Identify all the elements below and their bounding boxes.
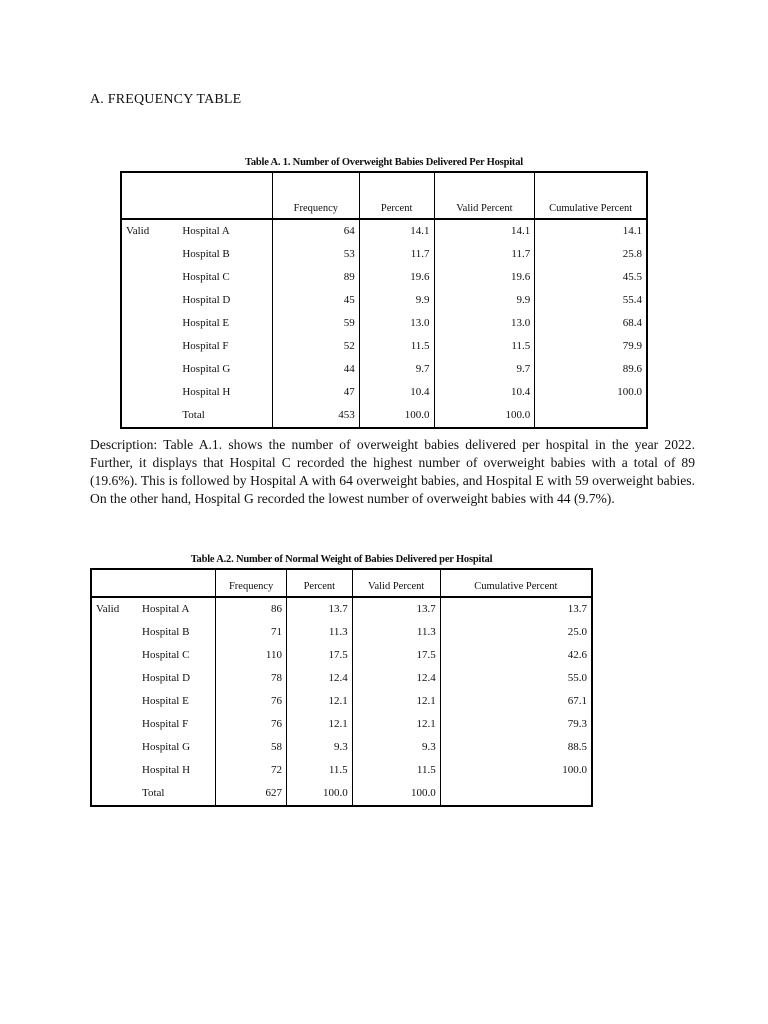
percent-cell: 9.3 bbox=[286, 736, 352, 759]
valid-percent-cell: 12.1 bbox=[352, 690, 440, 713]
valid-percent-cell: 9.7 bbox=[434, 358, 535, 381]
table1-header-blank-2 bbox=[178, 172, 272, 219]
cumulative-percent-cell: 68.4 bbox=[535, 312, 647, 335]
cumulative-percent-cell: 100.0 bbox=[535, 381, 647, 404]
frequency-cell: 44 bbox=[272, 358, 359, 381]
frequency-cell: 71 bbox=[216, 621, 287, 644]
cumulative-percent-cell: 88.5 bbox=[440, 736, 592, 759]
valid-percent-cell: 10.4 bbox=[434, 381, 535, 404]
cumulative-percent-cell: 45.5 bbox=[535, 266, 647, 289]
frequency-cell: 76 bbox=[216, 690, 287, 713]
cumulative-percent-cell: 25.0 bbox=[440, 621, 592, 644]
percent-cell: 17.5 bbox=[286, 644, 352, 667]
table-row bbox=[91, 736, 592, 759]
cumulative-percent-cell: 14.1 bbox=[535, 219, 647, 243]
total-label: Total bbox=[142, 787, 165, 799]
row-label: Hospital B bbox=[142, 626, 190, 638]
percent-cell: 10.4 bbox=[359, 381, 434, 404]
percent-cell: 13.7 bbox=[286, 597, 352, 621]
percent-cell: 12.4 bbox=[286, 667, 352, 690]
table2-header-frequency: Frequency bbox=[216, 569, 287, 597]
table2-normal-weight bbox=[90, 568, 593, 807]
row-label: Hospital G bbox=[182, 363, 231, 375]
cumulative-percent-cell: 55.4 bbox=[535, 289, 647, 312]
table-row bbox=[91, 644, 592, 667]
valid-percent-cell: 11.5 bbox=[352, 759, 440, 782]
percent-cell: 9.9 bbox=[359, 289, 434, 312]
table2-group-label: Valid bbox=[96, 603, 120, 615]
frequency-cell: 86 bbox=[216, 597, 287, 621]
total-valid-percent: 100.0 bbox=[434, 404, 535, 428]
frequency-cell: 59 bbox=[272, 312, 359, 335]
section-title: A. FREQUENCY TABLE bbox=[90, 92, 242, 107]
valid-percent-cell: 9.9 bbox=[434, 289, 535, 312]
frequency-cell: 76 bbox=[216, 713, 287, 736]
valid-percent-cell: 9.3 bbox=[352, 736, 440, 759]
row-label: Hospital A bbox=[182, 225, 230, 237]
table1-total-row bbox=[121, 404, 647, 428]
table-row bbox=[121, 266, 647, 289]
table1-header-cumulative-percent: Cumulative Percent bbox=[535, 172, 647, 219]
table-row bbox=[121, 243, 647, 266]
row-label: Hospital G bbox=[142, 741, 191, 753]
row-label: Hospital E bbox=[142, 695, 189, 707]
table1-overweight bbox=[120, 171, 648, 429]
table1-caption: Table A. 1. Number of Overweight Babies Delivered Per Hospital bbox=[245, 157, 523, 168]
frequency-cell: 89 bbox=[272, 266, 359, 289]
description-paragraph: Description: Table A.1. shows the number of overweight babies delivered per hospital in the year 2022. Further, it displays that Hospital C recorded the highest number of overweight babies with a total of 89 (19.6%). This is followed by Hospital A with 64 overweight babies, and Hospital E with 59 overweight babies. On the other hand, Hospital G recorded the lowest number of overweight babies with 44 (9.7%). bbox=[90, 437, 695, 506]
table-row bbox=[121, 219, 647, 243]
cumulative-percent-cell: 79.9 bbox=[535, 335, 647, 358]
table2-header-blank-1 bbox=[91, 569, 138, 597]
percent-cell: 19.6 bbox=[359, 266, 434, 289]
table-row bbox=[121, 381, 647, 404]
table2-header-blank-2 bbox=[138, 569, 216, 597]
cumulative-percent-cell: 67.1 bbox=[440, 690, 592, 713]
table1-header-blank-1 bbox=[121, 172, 178, 219]
row-label: Hospital D bbox=[182, 294, 231, 306]
row-label: Hospital C bbox=[142, 649, 190, 661]
table-row bbox=[121, 358, 647, 381]
valid-percent-cell: 12.1 bbox=[352, 713, 440, 736]
cumulative-percent-cell: 55.0 bbox=[440, 667, 592, 690]
cumulative-percent-cell: 42.6 bbox=[440, 644, 592, 667]
total-valid-percent: 100.0 bbox=[352, 782, 440, 806]
total-cumulative-percent bbox=[440, 782, 592, 806]
cumulative-percent-cell: 13.7 bbox=[440, 597, 592, 621]
percent-cell: 9.7 bbox=[359, 358, 434, 381]
row-label: Hospital D bbox=[142, 672, 191, 684]
valid-percent-cell: 19.6 bbox=[434, 266, 535, 289]
table-row bbox=[121, 312, 647, 335]
table-row bbox=[121, 289, 647, 312]
percent-cell: 13.0 bbox=[359, 312, 434, 335]
percent-cell: 14.1 bbox=[359, 219, 434, 243]
valid-percent-cell: 11.7 bbox=[434, 243, 535, 266]
frequency-cell: 47 bbox=[272, 381, 359, 404]
table2-header-row bbox=[91, 569, 592, 597]
percent-cell: 11.7 bbox=[359, 243, 434, 266]
valid-percent-cell: 14.1 bbox=[434, 219, 535, 243]
row-label: Hospital H bbox=[182, 386, 231, 398]
table-row bbox=[91, 759, 592, 782]
table2-header-percent: Percent bbox=[286, 569, 352, 597]
valid-percent-cell: 13.7 bbox=[352, 597, 440, 621]
frequency-cell: 52 bbox=[272, 335, 359, 358]
valid-percent-cell: 12.4 bbox=[352, 667, 440, 690]
percent-cell: 11.5 bbox=[359, 335, 434, 358]
table1-header-row bbox=[121, 172, 647, 219]
total-percent: 100.0 bbox=[359, 404, 434, 428]
frequency-cell: 110 bbox=[216, 644, 287, 667]
cumulative-percent-cell: 25.8 bbox=[535, 243, 647, 266]
percent-cell: 12.1 bbox=[286, 690, 352, 713]
row-label: Hospital B bbox=[182, 248, 230, 260]
total-frequency: 453 bbox=[272, 404, 359, 428]
table2-header-valid-percent: Valid Percent bbox=[352, 569, 440, 597]
row-label: Hospital F bbox=[142, 718, 189, 730]
valid-percent-cell: 17.5 bbox=[352, 644, 440, 667]
table-row bbox=[91, 621, 592, 644]
row-label: Hospital F bbox=[182, 340, 229, 352]
cumulative-percent-cell: 79.3 bbox=[440, 713, 592, 736]
valid-percent-cell: 11.5 bbox=[434, 335, 535, 358]
total-percent: 100.0 bbox=[286, 782, 352, 806]
table1-group-label: Valid bbox=[126, 225, 150, 237]
total-frequency: 627 bbox=[216, 782, 287, 806]
row-label: Hospital A bbox=[142, 603, 190, 615]
valid-percent-cell: 11.3 bbox=[352, 621, 440, 644]
table2-caption: Table A.2. Number of Normal Weight of Babies Delivered per Hospital bbox=[190, 554, 493, 565]
total-label: Total bbox=[182, 409, 205, 421]
table-row bbox=[91, 597, 592, 621]
frequency-cell: 78 bbox=[216, 667, 287, 690]
table1-header-valid-percent: Valid Percent bbox=[434, 172, 535, 219]
table1-header-percent: Percent bbox=[359, 172, 434, 219]
valid-percent-cell: 13.0 bbox=[434, 312, 535, 335]
percent-cell: 11.5 bbox=[286, 759, 352, 782]
frequency-cell: 45 bbox=[272, 289, 359, 312]
table-row bbox=[121, 335, 647, 358]
table-row bbox=[91, 690, 592, 713]
row-label: Hospital C bbox=[182, 271, 230, 283]
row-label: Hospital H bbox=[142, 764, 191, 776]
frequency-cell: 58 bbox=[216, 736, 287, 759]
table-row bbox=[91, 713, 592, 736]
table2-header-cumulative-percent: Cumulative Percent bbox=[440, 569, 592, 597]
cumulative-percent-cell: 89.6 bbox=[535, 358, 647, 381]
frequency-cell: 72 bbox=[216, 759, 287, 782]
table2-total-row bbox=[91, 782, 592, 806]
total-cumulative-percent bbox=[535, 404, 647, 428]
percent-cell: 12.1 bbox=[286, 713, 352, 736]
frequency-cell: 64 bbox=[272, 219, 359, 243]
table1-header-frequency: Frequency bbox=[272, 172, 359, 219]
cumulative-percent-cell: 100.0 bbox=[440, 759, 592, 782]
frequency-cell: 53 bbox=[272, 243, 359, 266]
percent-cell: 11.3 bbox=[286, 621, 352, 644]
row-label: Hospital E bbox=[182, 317, 230, 329]
table-row bbox=[91, 667, 592, 690]
